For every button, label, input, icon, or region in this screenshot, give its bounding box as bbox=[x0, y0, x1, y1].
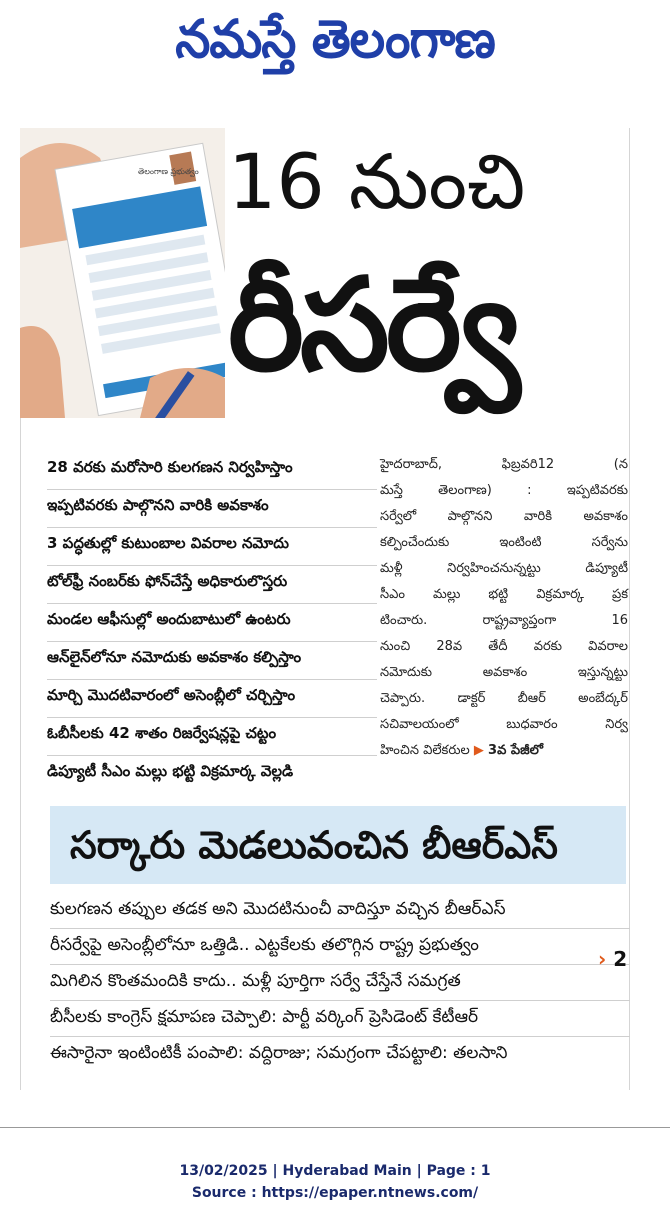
key-point: 28 వరకు మరోసారి కులగణన నిర్వహిస్తాం bbox=[47, 452, 377, 490]
story-line: కల్పించేందుకు ఇంటింటి సర్వేను bbox=[380, 535, 628, 550]
subhead-line: మిగిలిన కొంతమందికి కాదు.. మళ్లీ పూర్తిగా సర్వే చేస్తేనే సమగ్రత bbox=[50, 965, 630, 1001]
masthead bbox=[0, 0, 670, 100]
story-line: మళ్లీ నిర్వహించనున్నట్టు డిప్యూటీ bbox=[380, 561, 628, 576]
story-line: నుంచి 28వ తేదీ వరకు వివరాల bbox=[380, 639, 628, 654]
key-point: ఇప్పటివరకు పాల్గొనని వారికి అవకాశం bbox=[47, 490, 377, 528]
page-reference[interactable] bbox=[598, 947, 627, 971]
newspaper-logo: నమస్తే తెలంగాణ bbox=[175, 8, 495, 70]
key-points-list bbox=[47, 452, 377, 794]
story-line: హైదరాబాద్, ఫిబ్రవరి12 (న bbox=[380, 457, 628, 472]
headline-line-2: రీసర్వే bbox=[228, 251, 517, 400]
story-line: టించారు. రాష్ట్రవ్యాప్తంగా 16 bbox=[380, 613, 628, 628]
story-line: సీఎం మల్లు భట్టి విక్రమార్క ప్రక bbox=[380, 587, 628, 602]
subhead-line: బీసీలకు కాంగ్రెస్ క్షమాపణ చెప్పాలి: పార్టీ వర్కింగ్ ప్రెసిడెంట్ కేటీఆర్ bbox=[50, 1001, 630, 1037]
form-header-text: తెలంగాణ ప్రభుత్వం bbox=[138, 167, 199, 176]
continue-arrow-icon: ▶ bbox=[473, 743, 484, 758]
subhead-line: కులగణన తప్పుల తడక అని మొదటినుంచీ వాదిస్తూ వచ్చిన బీఆర్‌ఎస్ bbox=[50, 893, 630, 929]
photo-illustration bbox=[20, 128, 225, 418]
subhead-line: ఈసారైనా ఇంటింటికీ పంపాలి: వద్దిరాజు; సమగ్రంగా చేపట్టాలి: తలసాని bbox=[50, 1043, 508, 1063]
continue-link[interactable]: 3వ పేజీలో bbox=[488, 743, 543, 758]
chevron-right-icon: › bbox=[598, 947, 607, 971]
story-line: నమోదుకు అవకాశం ఇస్తున్నట్టు bbox=[380, 665, 628, 680]
footer-source-line[interactable]: Source : https://epaper.ntnews.com/ bbox=[191, 1185, 479, 1201]
key-point: టోల్‌ఫ్రీ నంబర్‌కు ఫోన్‌చేస్తే అధికారులొస్తరు bbox=[47, 566, 377, 604]
secondary-headline: సర్కారు మెడలువంచిన బీఆర్‌ఎస్ bbox=[70, 823, 558, 867]
footer bbox=[0, 1160, 670, 1204]
key-point: ఆన్‌లైన్‌లోనూ నమోదుకు అవకాశం కల్పిస్తాం bbox=[47, 642, 377, 680]
key-point: డిప్యూటీ సీఎం మల్లు భట్టి విక్రమార్క వెల్లడి bbox=[47, 762, 294, 780]
story-line: చెప్పారు. డాక్టర్ బీఆర్ అంబేద్కర్ bbox=[380, 691, 628, 706]
page-number: 2 bbox=[613, 947, 628, 971]
subhead-line: రీసర్వేపై అసెంబ్లీలోనూ ఒత్తిడి.. ఎట్టకేలకు తలొగ్గిన రాష్ట్ర ప్రభుత్వం bbox=[50, 929, 630, 965]
story-last-line bbox=[380, 738, 628, 764]
story-line: మస్తే తెలంగాణ) : ఇప్పటివరకు bbox=[380, 483, 628, 498]
survey-form-photo bbox=[20, 128, 225, 418]
story-line: సచివాలయంలో బుధవారం నిర్వ bbox=[380, 717, 628, 732]
story-body bbox=[380, 452, 628, 764]
key-point: మార్చి మొదటివారంలో అసెంబ్లీలో చర్చిస్తాం bbox=[47, 680, 377, 718]
secondary-subheads bbox=[50, 893, 630, 1073]
footer-edition-line: 13/02/2025 | Hyderabad Main | Page : 1 bbox=[179, 1163, 491, 1179]
key-point: 3 పద్ధతుల్లో కుటుంబాల వివరాల నమోదు bbox=[47, 528, 377, 566]
story-line: హించిన విలేకరుల bbox=[380, 743, 470, 758]
key-point: ఓబీసీలకు 42 శాతం రిజర్వేషన్లపై చట్టం bbox=[47, 718, 377, 756]
headline-line-1: 16 నుంచి bbox=[228, 137, 526, 226]
divider bbox=[0, 1127, 670, 1128]
story-line: సర్వేలో పాల్గొనని వారికి అవకాశం bbox=[380, 509, 628, 524]
key-point: మండల ఆఫీసుల్లో అందుబాటులో ఉంటరు bbox=[47, 604, 377, 642]
